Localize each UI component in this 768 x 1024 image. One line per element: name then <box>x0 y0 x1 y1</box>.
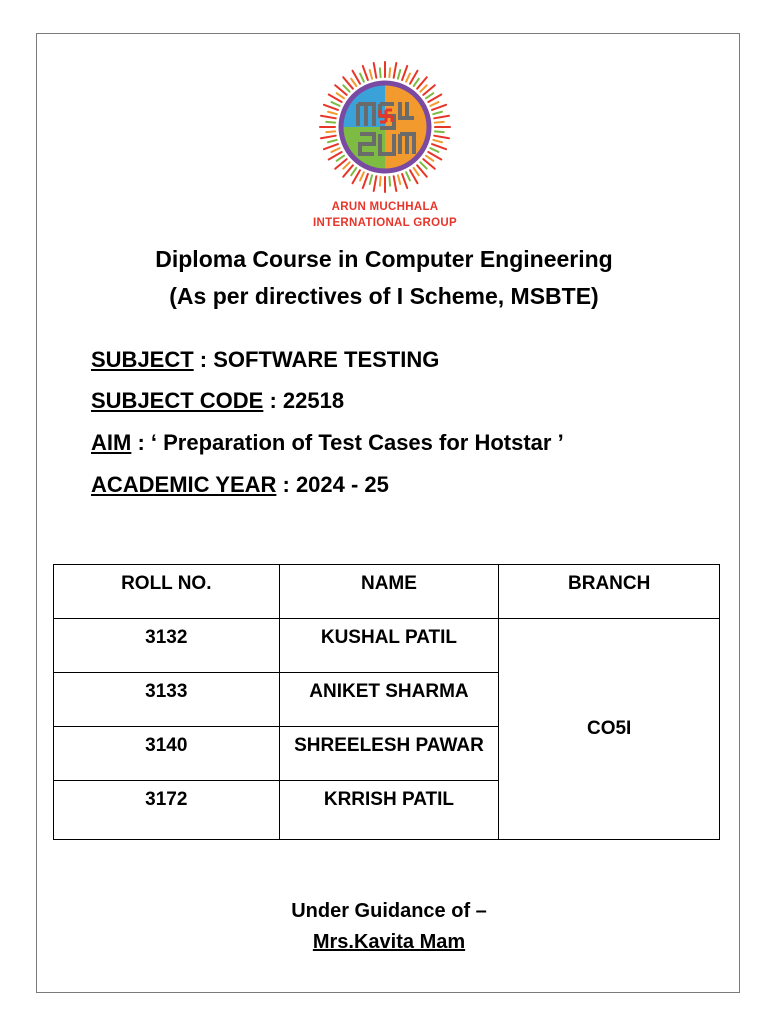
logo-ray <box>394 63 397 78</box>
table-header-row <box>54 565 720 619</box>
logo-ray <box>363 174 368 188</box>
academic-year-label: ACADEMIC YEAR <box>91 472 277 497</box>
roll-no-cell: 3133 <box>54 673 280 727</box>
aim-value: : ‘ Preparation of Test Cases for Hotstar ’ <box>131 430 564 455</box>
aim-line <box>91 429 564 457</box>
logo-ray <box>414 79 419 86</box>
logo-ray <box>321 136 336 139</box>
table-row <box>54 619 720 673</box>
logo-ray <box>389 177 390 186</box>
logo-ray <box>360 74 364 82</box>
logo-ray <box>321 116 336 119</box>
logo-ray <box>332 102 340 106</box>
logo-ray <box>360 172 364 180</box>
logo-ray <box>351 168 356 175</box>
name-cell: KRRISH PATIL <box>279 781 499 840</box>
logo-ray <box>420 162 426 168</box>
course-title: Diploma Course in Computer Engineering <box>155 246 613 272</box>
logo-ray <box>351 79 356 86</box>
logo-ray <box>430 148 438 152</box>
academic-year-line <box>91 471 389 499</box>
logo-text-line2: INTERNATIONAL GROUP <box>313 217 457 229</box>
logo-ray <box>394 176 397 191</box>
academic-year-value: : 2024 - 25 <box>276 472 389 497</box>
logo-ray <box>328 140 337 142</box>
logo-ray <box>380 68 381 77</box>
logo-ray <box>433 140 442 142</box>
logo-ray <box>370 70 372 79</box>
logo-ray <box>324 105 338 110</box>
logo-ray <box>332 148 340 152</box>
aim-label: AIM <box>91 430 132 455</box>
logo-ray <box>380 177 381 186</box>
roll-no-cell: 3140 <box>54 727 280 781</box>
logo-ray <box>398 175 400 184</box>
logo-ray <box>363 66 368 80</box>
logo-ray <box>406 172 410 180</box>
logo-ray <box>389 68 390 77</box>
subject-code-line <box>91 387 344 415</box>
logo-ray <box>326 122 335 123</box>
arun-muchhala-logo-icon <box>318 60 452 194</box>
logo-ray <box>328 112 337 114</box>
course-subtitle: (As per directives of I Scheme, MSBTE) <box>169 283 599 309</box>
logo-ray <box>433 112 442 114</box>
header-name: NAME <box>279 565 499 619</box>
logo-ray <box>435 131 444 132</box>
header-roll-no: ROLL NO. <box>54 565 280 619</box>
logo-ray <box>414 168 419 175</box>
team-table <box>53 564 720 840</box>
subject-label: SUBJECT <box>91 347 194 372</box>
logo-ray <box>426 93 433 98</box>
guide-name: Mrs.Kavita Mam <box>312 931 466 953</box>
logo-ray <box>435 122 444 123</box>
logo-ray <box>402 174 407 188</box>
roll-no-cell: 3172 <box>54 781 280 840</box>
logo-ray <box>432 105 446 110</box>
logo-ray <box>434 116 449 119</box>
subject-value: : SOFTWARE TESTING <box>193 347 440 372</box>
logo-ray <box>402 66 407 80</box>
branch-cell: CO5I <box>499 619 720 840</box>
guidance-label: Under Guidance of – <box>291 900 487 922</box>
logo-ray <box>398 70 400 79</box>
header-branch: BRANCH <box>499 565 720 619</box>
logo-ray <box>374 176 377 191</box>
logo-ray <box>420 85 426 91</box>
subject-line <box>91 346 439 374</box>
logo-ray <box>374 63 377 78</box>
logo-ray <box>337 93 344 98</box>
logo-ray <box>434 136 449 139</box>
logo-ray <box>343 85 349 91</box>
logo-ray <box>432 144 446 149</box>
subject-code-label: SUBJECT CODE <box>91 388 264 413</box>
logo-ray <box>326 131 335 132</box>
name-cell: KUSHAL PATIL <box>279 619 499 673</box>
logo-ray <box>337 156 344 161</box>
name-cell: SHREELESH PAWAR <box>279 727 499 781</box>
logo-ray <box>430 102 438 106</box>
logo-ray <box>406 74 410 82</box>
logo-text-line1: ARUN MUCHHALA <box>331 201 439 213</box>
logo-ray <box>324 144 338 149</box>
guide-name-wrapper <box>200 928 578 956</box>
logo-ray <box>343 162 349 168</box>
logo-ray <box>426 156 433 161</box>
roll-no-cell: 3132 <box>54 619 280 673</box>
subject-code-value: : 22518 <box>263 388 345 413</box>
name-cell: ANIKET SHARMA <box>279 673 499 727</box>
logo-ray <box>370 175 372 184</box>
